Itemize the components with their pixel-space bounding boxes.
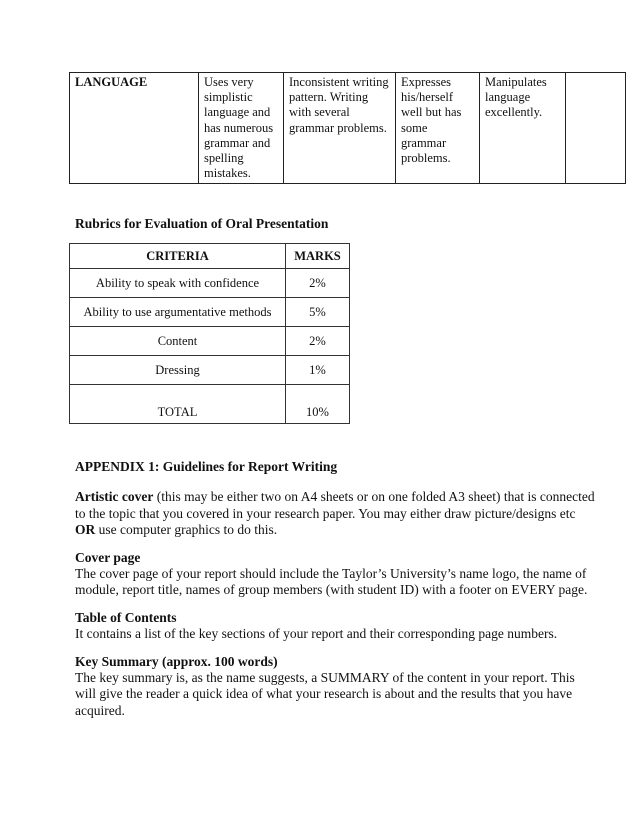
artistic-cover-paragraph xyxy=(75,489,595,538)
key-summary-text: The key summary is, as the name suggests, a SUMMARY of the content in your report. This will give the reader a quick idea of what your research is about and the results that you have acquired. xyxy=(75,670,575,718)
language-row xyxy=(70,73,626,184)
criteria-cell: Ability to speak with confidence xyxy=(70,269,286,298)
marks-cell: 2% xyxy=(286,327,350,356)
oral-rubric-header-row xyxy=(70,244,350,269)
total-marks: 10% xyxy=(286,385,350,424)
appendix-section xyxy=(75,459,595,730)
appendix-title: APPENDIX 1: Guidelines for Report Writing xyxy=(75,459,338,474)
cover-page-text: The cover page of your report should include the Taylor’s University’s name logo, the name of module, report title, names of group members (with student ID) with a footer on EVERY page. xyxy=(75,566,588,598)
table-row xyxy=(70,269,350,298)
marks-cell: 1% xyxy=(286,356,350,385)
marks-cell: 2% xyxy=(286,269,350,298)
language-rubric-table xyxy=(69,72,626,184)
table-row xyxy=(70,298,350,327)
language-level-5 xyxy=(566,73,626,184)
table-of-contents-paragraph xyxy=(75,610,595,643)
language-level-2: Inconsistent writing pattern. Writing with several grammar problems. xyxy=(284,73,396,184)
criteria-cell: Content xyxy=(70,327,286,356)
criteria-header: CRITERIA xyxy=(70,244,286,269)
table-of-contents-text: It contains a list of the key sections of your report and their corresponding page numbers. xyxy=(75,626,558,642)
criteria-cell: Dressing xyxy=(70,356,286,385)
artistic-cover-text-a: (this may be either two on A4 sheets or on one folded A3 sheet) that is connected to the topic that you covered in your research paper. You may either draw picture/designs etc xyxy=(75,489,595,521)
artistic-cover-text-b: use computer graphics to do this. xyxy=(95,522,278,538)
language-criterion: LANGUAGE xyxy=(70,73,199,184)
marks-header: MARKS xyxy=(286,244,350,269)
artistic-cover-or: OR xyxy=(75,522,96,538)
language-level-4: Manipulates language excellently. xyxy=(480,73,566,184)
table-row xyxy=(70,327,350,356)
cover-page-paragraph xyxy=(75,550,595,599)
key-summary-heading: Key Summary (approx. 100 words) xyxy=(75,653,278,669)
key-summary-paragraph xyxy=(75,654,595,720)
criteria-cell: Ability to use argumentative methods xyxy=(70,298,286,327)
cover-page-heading: Cover page xyxy=(75,549,141,565)
total-row xyxy=(70,385,350,424)
oral-rubric-table xyxy=(69,243,350,424)
table-of-contents-heading: Table of Contents xyxy=(75,609,177,625)
oral-rubric-title: Rubrics for Evaluation of Oral Presentation xyxy=(75,216,329,231)
marks-cell: 5% xyxy=(286,298,350,327)
artistic-cover-heading: Artistic cover xyxy=(75,489,154,505)
language-level-1: Uses very simplistic language and has numerous grammar and spelling mistakes. xyxy=(199,73,284,184)
language-level-3: Expresses his/herself well but has some grammar problems. xyxy=(396,73,480,184)
table-row xyxy=(70,356,350,385)
total-label: TOTAL xyxy=(70,385,286,424)
